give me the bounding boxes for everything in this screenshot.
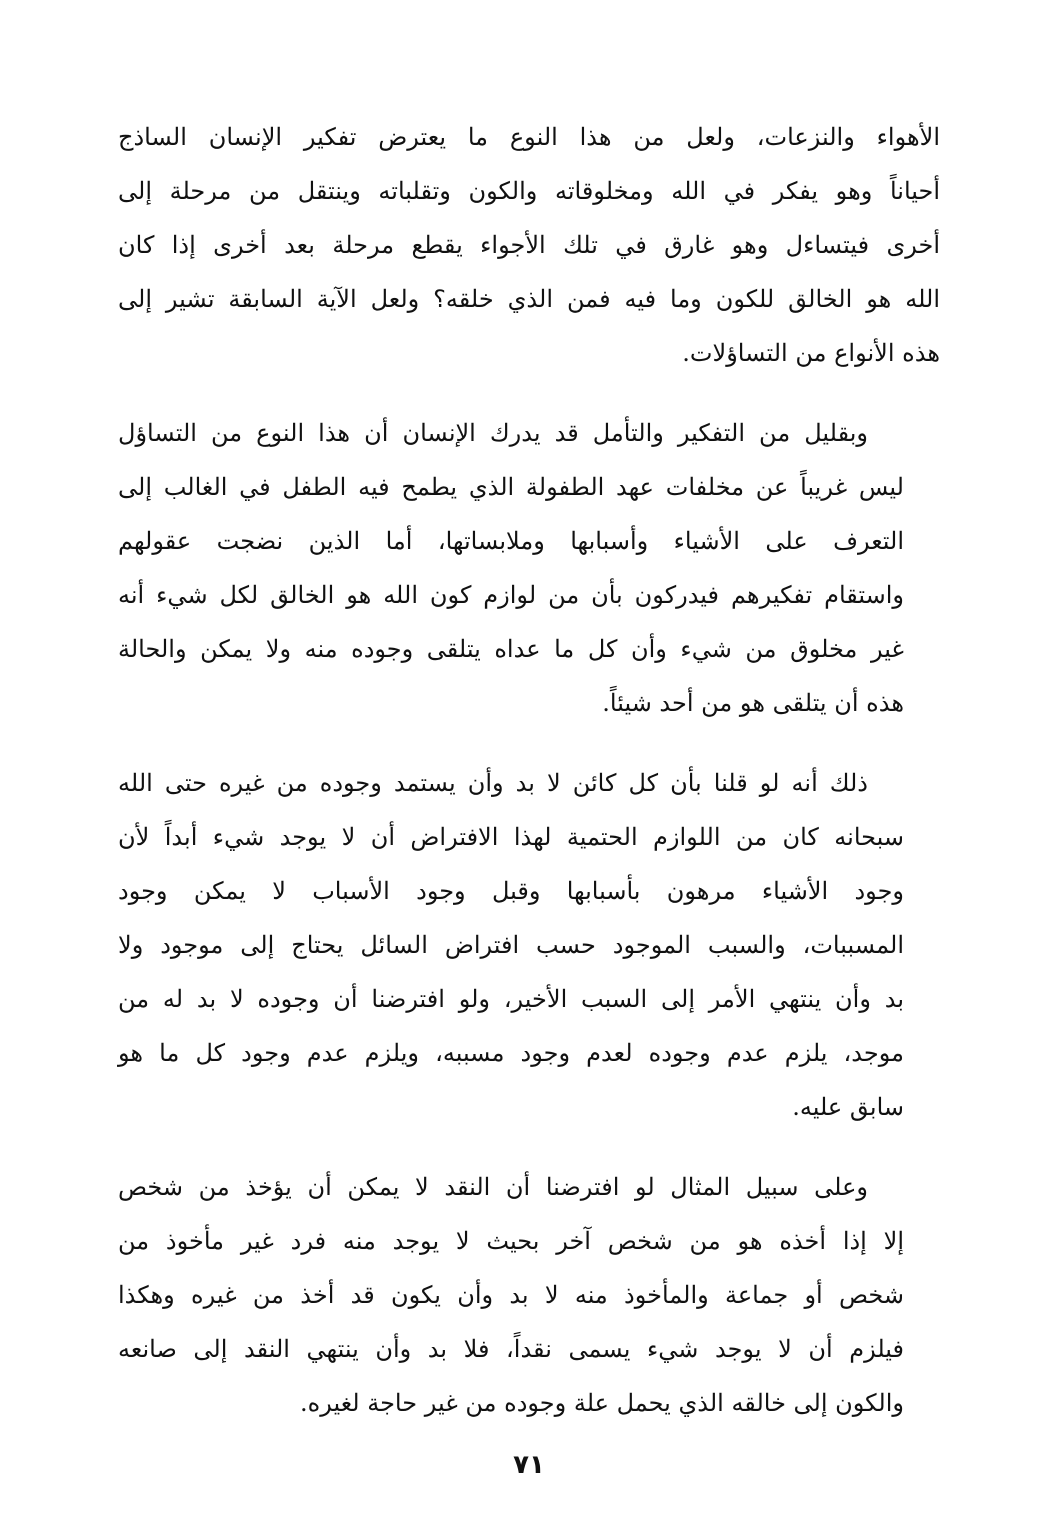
text-line: سبحانه كان من اللوازم الحتمية لهذا الافتراض أن لا يوجد شيء أبداً لأن	[118, 823, 904, 851]
paragraph-1	[118, 110, 940, 380]
text-line: غير مخلوق من شيء وأن كل ما عداه يتلقى وجوده منه ولا يمكن والحالة	[118, 635, 904, 663]
text-line: أخرى فيتساءل وهو غارق في تلك الأجواء يقطع مرحلة بعد أخرى إذا كان	[118, 231, 940, 259]
text-line: سابق عليه.	[792, 1093, 904, 1121]
paragraph-2	[118, 406, 940, 730]
text-line: فيلزم أن لا يوجد شيء يسمى نقداً، فلا بد وأن ينتهي النقد إلى صانعه	[118, 1335, 904, 1363]
text-line: هذه الأنواع من التساؤلات.	[682, 339, 940, 367]
text-line: بد وأن ينتهي الأمر إلى السبب الأخير، ولو افترضنا أن وجوده لا بد له من	[118, 985, 904, 1013]
text-line: وعلى سبيل المثال لو افترضنا أن النقد لا يمكن أن يؤخذ من شخص	[118, 1173, 868, 1201]
text-line: الله هو الخالق للكون وما فيه فمن الذي خلقه؟ ولعل الآية السابقة تشير إلى	[118, 285, 940, 313]
text-line: وبقليل من التفكير والتأمل قد يدرك الإنسان أن هذا النوع من التساؤل	[118, 419, 868, 447]
text-line: أحياناً وهو يفكر في الله ومخلوقاته والكون وتقلباته وينتقل من مرحلة إلى	[118, 177, 940, 205]
text-line: ذلك أنه لو قلنا بأن كل كائن لا بد وأن يستمد وجوده من غيره حتى الله	[118, 769, 868, 797]
text-line: والكون إلى خالقه الذي يحمل علة وجوده من غير حاجة لغيره.	[300, 1389, 904, 1417]
text-line: التعرف على الأشياء وأسبابها وملابساتها، أما الذين نضجت عقولهم	[118, 527, 904, 555]
text-line: إلا إذا أخذه هو من شخص آخر بحيث لا يوجد منه فرد غير مأخوذ من	[118, 1227, 904, 1255]
text-line: موجد، يلزم عدم وجوده لعدم وجود مسببه، ويلزم عدم وجود كل ما هو	[118, 1039, 904, 1067]
text-line: واستقام تفكيرهم فيدركون بأن من لوازم كون الله هو الخالق لكل شيء أنه	[118, 581, 904, 609]
paragraph-4	[118, 1160, 940, 1430]
text-line: الأهواء والنزعات، ولعل من هذا النوع ما يعترض تفكير الإنسان الساذج	[118, 123, 940, 151]
text-line: شخص أو جماعة والمأخوذ منه لا بد وأن يكون قد أخذ من غيره وهكذا	[118, 1281, 904, 1309]
text-line: المسببات، والسبب الموجود حسب افتراض السائل يحتاج إلى موجود ولا	[118, 931, 904, 959]
page-number: ٧١	[513, 1450, 545, 1480]
page-body	[118, 110, 940, 1456]
text-line: وجود الأشياء مرهون بأسبابها وقبل وجود الأسباب لا يمكن وجود	[118, 877, 904, 905]
text-line: ليس غريباً عن مخلفات عهد الطفولة الذي يطمح فيه الطفل في الغالب إلى	[118, 473, 904, 501]
paragraph-3	[118, 756, 940, 1134]
text-line: هذه أن يتلقى هو من أحد شيئاً.	[602, 689, 904, 717]
